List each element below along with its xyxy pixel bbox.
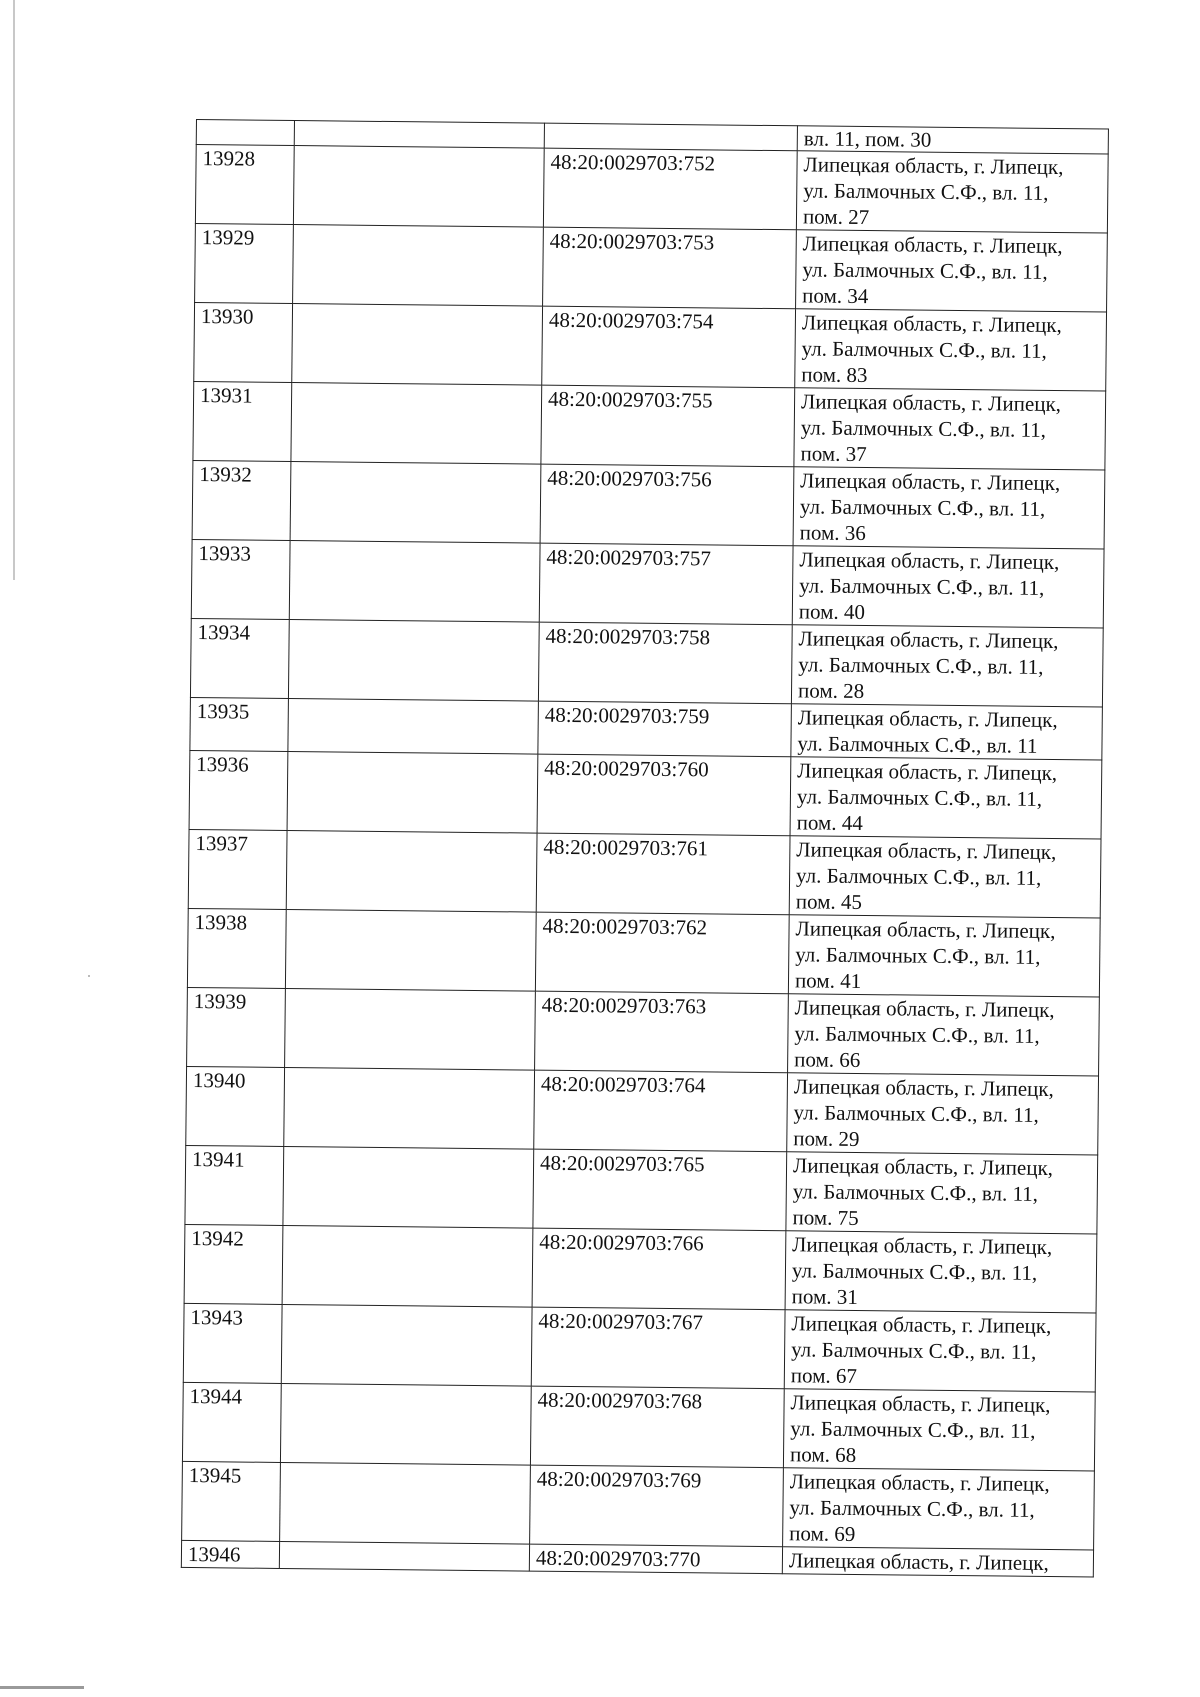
cadastral-number-cell: 48:20:0029703:763	[535, 991, 789, 1073]
table-row	[195, 145, 1108, 234]
address-line: Липецкая область, г. Липецк,	[795, 916, 1056, 944]
address-line: Липецкая область, г. Липецк,	[797, 705, 1058, 733]
cadastral-number-cell: 48:20:0029703:755	[541, 385, 795, 467]
address-cell	[796, 230, 1108, 312]
row-number-cell: 13936	[189, 750, 288, 830]
empty-cell	[282, 1225, 533, 1307]
address-cell	[783, 1389, 1095, 1471]
address-line: пом. 45	[795, 889, 863, 915]
empty-cell	[287, 751, 538, 833]
table-row	[192, 460, 1105, 549]
row-number-cell: 13945	[182, 1461, 281, 1541]
address-line: пом. 75	[792, 1205, 859, 1230]
address-line: ул. Балмочных С.Ф., вл. 11,	[801, 336, 1047, 363]
address-cell	[788, 994, 1100, 1076]
row-number-cell: 13934	[190, 618, 289, 698]
row-number-cell: 13946	[181, 1540, 279, 1568]
empty-cell	[290, 462, 541, 544]
address-cell	[795, 309, 1107, 391]
address-cell	[785, 1231, 1097, 1313]
empty-cell	[280, 1383, 531, 1465]
address-line: ул. Балмочных С.Ф., вл. 11,	[800, 415, 1047, 442]
empty-cell	[286, 830, 537, 912]
empty-cell	[289, 541, 540, 623]
table-row	[184, 1224, 1097, 1313]
address-line: пом. 37	[800, 441, 867, 467]
table-row	[186, 1066, 1099, 1155]
address-line: Липецкая область, г. Липецк,	[800, 468, 1061, 496]
table-row	[190, 697, 1103, 760]
address-line: ул. Балмочных С.Ф., вл. 11,	[799, 573, 1045, 600]
row-number-cell: 13941	[185, 1145, 284, 1225]
address-line: пом. 36	[799, 520, 866, 546]
cadastral-number-cell: 48:20:0029703:753	[543, 227, 797, 309]
cadastral-number-cell: 48:20:0029703:768	[530, 1386, 784, 1468]
address-cell	[784, 1310, 1096, 1392]
address-line: ул. Балмочных С.Ф., вл. 11,	[803, 178, 1049, 205]
address-line: ул. Балмочных С.Ф., вл. 11,	[799, 494, 1046, 521]
address-cell	[790, 757, 1102, 839]
address-line: ул. Балмочных С.Ф., вл. 11,	[795, 863, 1042, 890]
table-row	[189, 750, 1102, 839]
scan-edge-mark	[13, 0, 15, 580]
cadastral-number-cell: 48:20:0029703:757	[539, 543, 793, 625]
address-line: ул. Балмочных С.Ф., вл. 11,	[794, 1021, 1040, 1048]
address-cell	[788, 915, 1100, 997]
table-row	[188, 829, 1101, 918]
cadastral-number-cell: 48:20:0029703:760	[537, 754, 791, 836]
address-line: ул. Балмочных С.Ф., вл. 11,	[795, 942, 1041, 969]
empty-cell	[293, 225, 544, 307]
address-line: Липецкая область, г. Липецк,	[792, 1232, 1053, 1260]
empty-cell	[283, 1146, 534, 1228]
address-line: ул. Балмочных С.Ф., вл. 11,	[802, 257, 1048, 284]
address-cell	[791, 625, 1103, 707]
empty-cell	[293, 146, 544, 228]
row-number-cell: 13931	[193, 381, 292, 461]
address-line: пом. 44	[796, 810, 863, 836]
cadastral-number-cell: 48:20:0029703:754	[542, 306, 796, 388]
address-line: ул. Балмочных С.Ф., вл. 11,	[791, 1337, 1037, 1364]
empty-cell	[280, 1462, 531, 1544]
row-number-cell: 13944	[182, 1382, 281, 1462]
cadastral-number-cell: 48:20:0029703:759	[538, 701, 792, 757]
table-row	[187, 987, 1100, 1076]
address-cell	[792, 546, 1104, 628]
address-cell	[793, 467, 1105, 549]
empty-cell	[288, 620, 539, 702]
cadastral-number-cell	[544, 123, 797, 151]
table-row	[190, 618, 1103, 707]
address-line: Липецкая область, г. Липецк,	[789, 1469, 1050, 1497]
table-row	[195, 223, 1108, 312]
address-cell	[794, 388, 1106, 470]
address-cell	[791, 704, 1103, 760]
table-row	[182, 1382, 1095, 1471]
address-line: пом. 67	[790, 1363, 858, 1388]
register-table-body	[181, 120, 1108, 1577]
address-line: Липецкая область, г. Липецк,	[800, 389, 1062, 417]
address-cell	[796, 151, 1108, 233]
address-cell	[789, 836, 1101, 918]
address-line: пом. 34	[802, 283, 869, 309]
row-number-cell: 13939	[187, 987, 286, 1067]
address-line: пом. 41	[794, 968, 862, 994]
address-line: пом. 31	[791, 1284, 858, 1309]
address-line: Липецкая область, г. Липецк,	[790, 1390, 1051, 1418]
address-line: Липецкая область, г. Липецк,	[796, 837, 1057, 865]
address-line: Липецкая область, г. Липецк,	[803, 152, 1064, 180]
address-line: Липецкая область, г. Липецк,	[799, 547, 1060, 575]
empty-cell	[285, 909, 536, 991]
row-number-cell: 13930	[194, 302, 293, 382]
table-row	[193, 381, 1106, 470]
address-line: пом. 29	[793, 1126, 860, 1152]
cadastral-number-cell: 48:20:0029703:758	[538, 622, 792, 704]
address-line: Липецкая область, г. Липецк,	[793, 1074, 1054, 1102]
table-row	[185, 1145, 1098, 1234]
address-line: ул. Балмочных С.Ф., вл. 11,	[790, 1416, 1036, 1443]
cadastral-number-cell: 48:20:0029703:765	[533, 1149, 787, 1231]
empty-cell	[279, 1541, 529, 1571]
address-cell: вл. 11, пом. 30	[797, 126, 1108, 154]
table-row	[187, 908, 1100, 997]
row-number-cell: 13938	[187, 908, 286, 988]
row-number-cell	[196, 120, 294, 146]
address-line: ул. Балмочных С.Ф., вл. 11,	[789, 1495, 1035, 1522]
empty-cell	[285, 988, 536, 1070]
row-number-cell: 13932	[192, 460, 291, 540]
cadastral-number-cell: 48:20:0029703:761	[536, 833, 790, 915]
address-line: пом. 40	[798, 599, 866, 625]
row-number-cell: 13943	[183, 1303, 282, 1383]
address-cell	[787, 1073, 1099, 1155]
scan-speck	[88, 975, 90, 977]
empty-cell	[292, 304, 543, 386]
cadastral-number-cell: 48:20:0029703:767	[531, 1307, 785, 1389]
table-row	[191, 539, 1104, 628]
address-cell	[786, 1152, 1098, 1234]
empty-cell	[281, 1304, 532, 1386]
cadastral-number-cell: 48:20:0029703:769	[530, 1465, 784, 1547]
address-line: пом. 28	[797, 678, 865, 704]
address-line: пом. 66	[794, 1047, 861, 1073]
address-line: Липецкая область, г. Липецк,	[794, 995, 1055, 1023]
row-number-cell: 13935	[190, 697, 289, 751]
cadastral-number-cell: 48:20:0029703:764	[534, 1070, 788, 1152]
row-number-cell: 13933	[191, 539, 290, 619]
row-number-cell: 13928	[195, 145, 294, 225]
row-number-cell: 13942	[184, 1224, 283, 1304]
cadastral-number-cell: 48:20:0029703:756	[540, 464, 794, 546]
scan-edge-mark-bottom	[0, 1686, 84, 1689]
address-cell	[782, 1547, 1093, 1577]
table-row	[194, 302, 1107, 391]
empty-cell	[288, 698, 539, 754]
address-line: пом. 27	[802, 204, 870, 230]
table-row	[182, 1461, 1095, 1550]
empty-cell	[291, 383, 542, 465]
address-line: ул. Балмочных С.Ф., вл. 11	[797, 731, 1038, 758]
row-number-cell: 13929	[195, 223, 294, 303]
address-line: ул. Балмочных С.Ф., вл. 11,	[793, 1100, 1039, 1127]
address-line: Липецкая область, г. Липецк,	[792, 1153, 1054, 1181]
table-row	[183, 1303, 1096, 1392]
address-line: ул. Балмочных С.Ф., вл. 11,	[791, 1258, 1038, 1285]
address-cell	[783, 1468, 1095, 1550]
row-number-cell: 13940	[186, 1066, 285, 1146]
address-line: пом. 69	[789, 1521, 856, 1546]
cadastral-number-cell: 48:20:0029703:770	[529, 1544, 782, 1574]
address-line: Липецкая область, г. Липецк,	[802, 231, 1063, 259]
address-line: ул. Балмочных С.Ф., вл. 11,	[798, 652, 1044, 679]
empty-cell	[294, 121, 544, 149]
cadastral-number-cell: 48:20:0029703:762	[535, 912, 789, 994]
address-line: Липецкая область, г. Липецк,	[791, 1311, 1052, 1339]
address-line: Липецкая область, г. Липецк,	[797, 758, 1058, 786]
row-number-cell: 13937	[188, 829, 287, 909]
cadastral-number-cell: 48:20:0029703:766	[532, 1228, 786, 1310]
address-line: пом. 68	[789, 1442, 857, 1467]
address-line: ул. Балмочных С.Ф., вл. 11,	[796, 784, 1043, 811]
address-line: Липецкая область, г. Липецк,	[801, 310, 1062, 338]
address-line: Липецкая область, г. Липецк,	[798, 626, 1059, 654]
address-line: Липецкая область, г. Липецк,	[788, 1548, 1049, 1576]
address-line: ул. Балмочных С.Ф., вл. 11,	[792, 1179, 1039, 1206]
address-line: пом. 83	[801, 362, 868, 388]
empty-cell	[284, 1067, 535, 1149]
cadastral-number-cell: 48:20:0029703:752	[543, 148, 797, 230]
register-table	[181, 119, 1109, 1577]
